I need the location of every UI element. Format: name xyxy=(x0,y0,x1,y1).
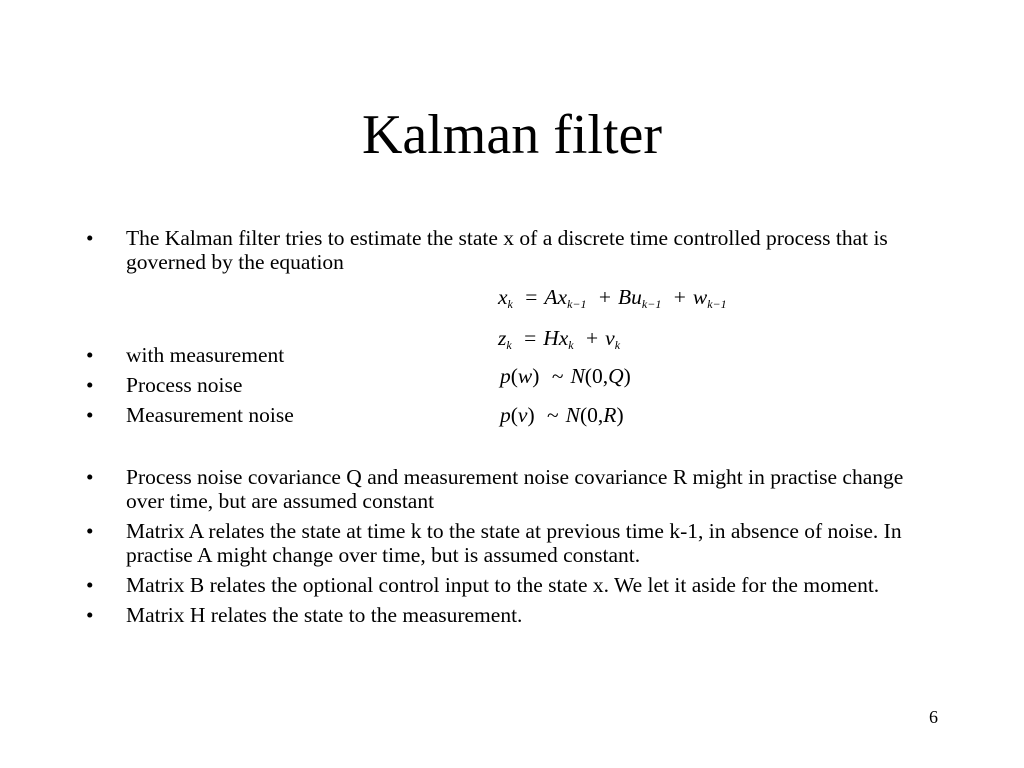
eq-args: (0, xyxy=(584,364,609,388)
eq-paren: ) xyxy=(527,403,535,427)
eq-paren: ) xyxy=(616,403,624,427)
notes-list xyxy=(84,465,944,633)
eq-symbol: z xyxy=(498,326,507,350)
state-equation xyxy=(498,284,727,310)
eq-symbol: v xyxy=(517,403,528,427)
eq-operator: ~ xyxy=(551,364,564,388)
eq-symbol: Ax xyxy=(544,285,568,309)
slide-title: Kalman filter xyxy=(361,104,663,166)
eq-subscript: k−1 xyxy=(641,297,662,311)
bullet-icon: • xyxy=(86,573,94,597)
bullet-icon: • xyxy=(86,465,94,489)
eq-symbol: p xyxy=(500,403,511,427)
eq-paren: ) xyxy=(532,364,540,388)
eq-operator: + xyxy=(598,285,612,309)
note-text: Process noise covariance Q and measurement noise covariance R might in practise change over time, but are assumed constant xyxy=(126,465,904,513)
label-text: Process noise xyxy=(126,373,243,397)
intro-text: The Kalman filter tries to estimate the state x of a discrete time controlled process that is governed by the equation xyxy=(126,226,888,274)
list-item xyxy=(84,573,944,597)
bullet-icon: • xyxy=(86,519,94,543)
note-text: Matrix H relates the state to the measurement. xyxy=(126,603,523,627)
eq-operator: = xyxy=(525,285,538,309)
eq-symbol: Bu xyxy=(618,285,642,309)
eq-paren: ( xyxy=(510,364,518,388)
eq-subscript: k−1 xyxy=(567,297,587,311)
list-item xyxy=(84,403,944,427)
eq-symbol: w xyxy=(692,285,708,309)
intro-list xyxy=(84,226,944,274)
eq-operator: + xyxy=(673,285,686,309)
bullet-icon: • xyxy=(86,226,94,250)
eq-args: (0, xyxy=(580,403,604,427)
eq-subscript: k−1 xyxy=(707,297,727,311)
eq-symbol: N xyxy=(565,403,580,427)
eq-subscript: k xyxy=(568,338,574,352)
eq-operator: ~ xyxy=(547,403,559,427)
bullet-icon: • xyxy=(86,403,94,427)
list-item xyxy=(84,373,944,397)
label-text: Measurement noise xyxy=(126,403,294,427)
eq-subscript: k xyxy=(506,338,512,352)
eq-symbol: R xyxy=(603,403,617,427)
eq-subscript: k xyxy=(507,297,513,311)
note-text: Matrix A relates the state at time k to the state at previous time k-1, in absence of noise. In practise A might change over time, but is assumed constant. xyxy=(126,519,902,567)
eq-operator: + xyxy=(586,326,599,350)
note-text: Matrix B relates the optional control input to the state x. We let it aside for the moment. xyxy=(126,573,880,597)
eq-symbol: p xyxy=(500,364,511,388)
eq-symbol: Q xyxy=(608,364,624,388)
eq-symbol: v xyxy=(605,326,615,350)
label-text: with measurement xyxy=(126,343,285,367)
labels-list xyxy=(84,343,944,433)
eq-paren: ( xyxy=(510,403,518,427)
page-number: 6 xyxy=(929,707,938,727)
eq-symbol: w xyxy=(517,364,533,388)
bullet-icon: • xyxy=(86,373,94,397)
eq-operator: = xyxy=(524,326,537,350)
eq-symbol: x xyxy=(498,285,508,309)
bullet-icon: • xyxy=(86,603,94,627)
eq-symbol: N xyxy=(570,364,585,388)
list-item xyxy=(84,519,944,567)
eq-symbol: Hx xyxy=(543,326,569,350)
list-item xyxy=(84,226,944,274)
eq-paren: ) xyxy=(623,364,631,388)
bullet-icon: • xyxy=(86,343,94,367)
list-item xyxy=(84,603,944,627)
eq-subscript: k xyxy=(614,338,621,352)
list-item xyxy=(84,465,944,513)
list-item xyxy=(84,343,944,367)
